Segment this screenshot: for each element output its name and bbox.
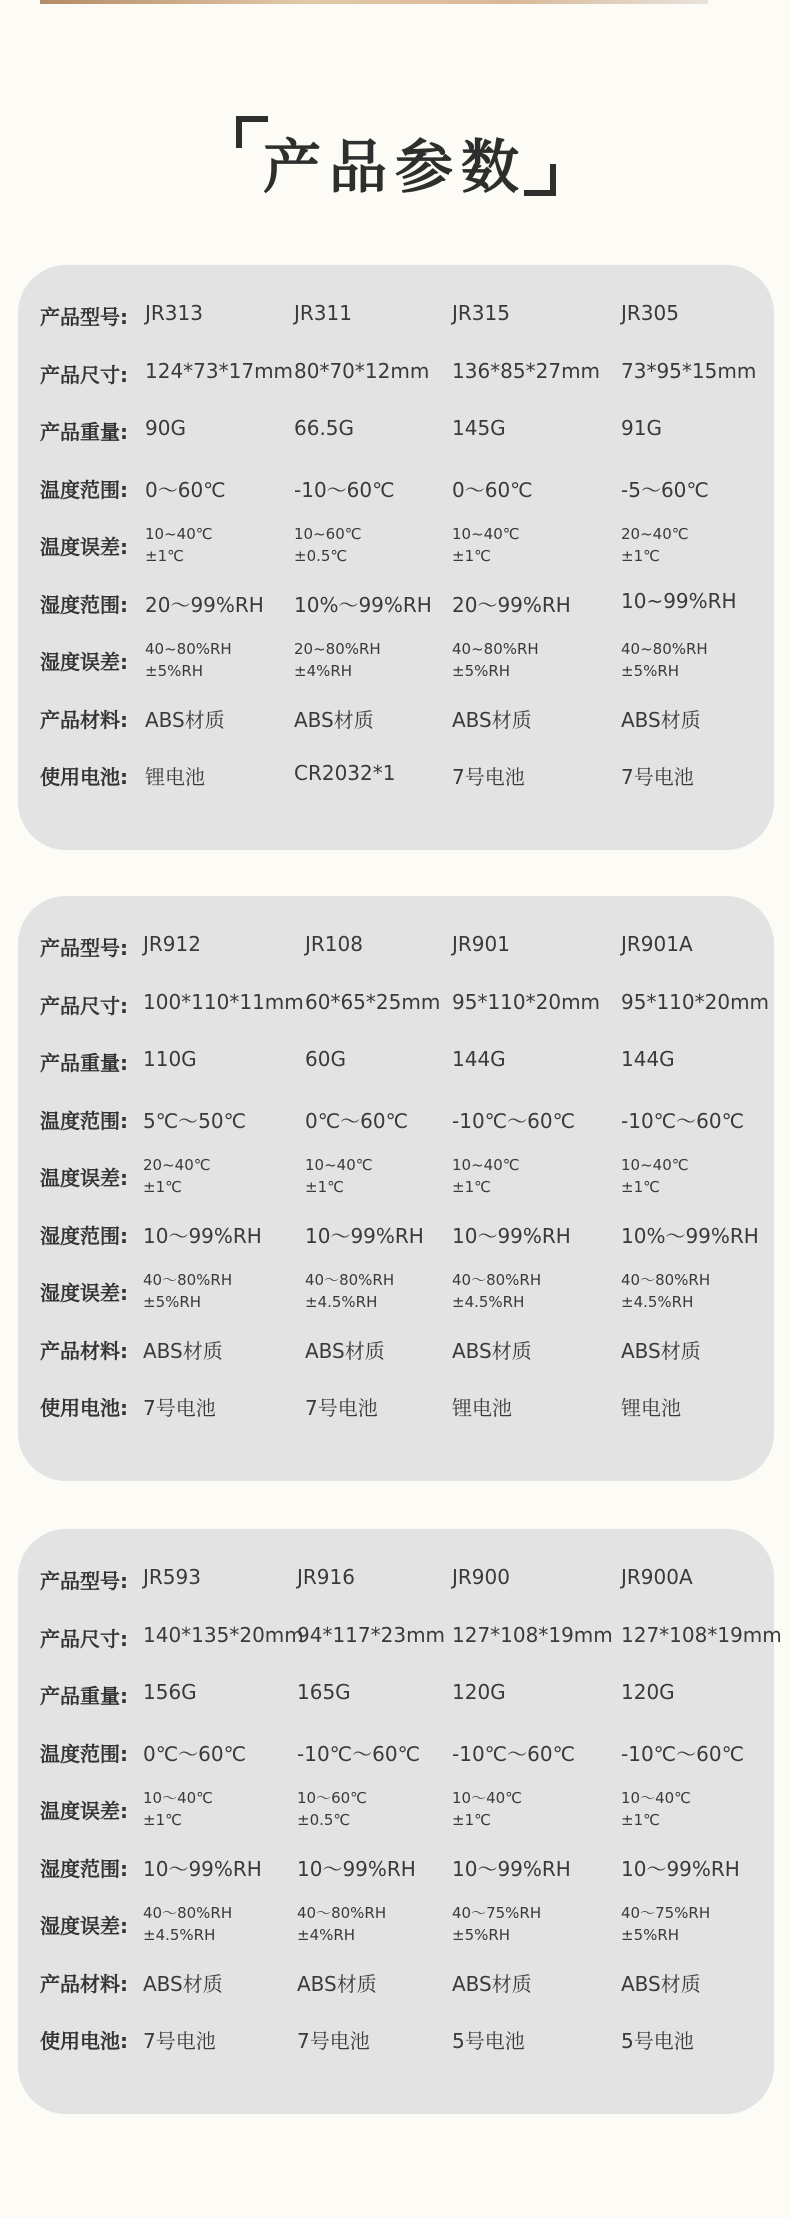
spec-label: 产品重量:: [40, 1051, 128, 1075]
spec-value: 7号电池: [143, 1396, 216, 1420]
spec-value: 10～40℃ ±1℃: [621, 1789, 692, 1829]
spec-value: ABS材质: [452, 1971, 532, 1996]
spec-value: 10%～99%RH: [621, 1223, 759, 1248]
spec-value: JR900: [452, 1565, 510, 1589]
spec-value: 124*73*17mm: [145, 358, 294, 383]
spec-value: 40～80%RH ±4.5%RH: [143, 1904, 233, 1944]
spec-value: 66.5G: [294, 416, 355, 440]
spec-row: [18, 1095, 774, 1135]
spec-label: 温度范围:: [40, 1741, 128, 1766]
spec-value: ABS材质: [452, 707, 532, 732]
spec-value: 7号电池: [305, 1396, 378, 1420]
spec-value: 60G: [305, 1047, 346, 1071]
spec-value: 7号电池: [297, 2029, 370, 2053]
spec-value: 10%～99%RH: [294, 592, 432, 617]
spec-label: 湿度范围:: [40, 592, 128, 617]
spec-label: 产品材料:: [40, 1971, 128, 1996]
spec-value: 0～60℃: [145, 477, 226, 502]
spec-value: 锂电池: [145, 765, 205, 789]
spec-label: 产品尺寸:: [40, 1626, 128, 1651]
spec-row: [18, 464, 774, 504]
spec-value: ABS材质: [297, 1971, 377, 1996]
spec-value: 锂电池: [452, 1396, 512, 1420]
spec-value: 136*85*27mm: [452, 358, 601, 383]
page-title: 产品参数: [262, 133, 527, 201]
spec-value: 40～80%RH ±4.5%RH: [305, 1271, 395, 1311]
spec-value: 10~99%RH: [621, 588, 737, 613]
spec-value: 144G: [621, 1047, 675, 1071]
spec-value: JR916: [297, 1565, 355, 1589]
spec-row: [18, 406, 774, 446]
spec-value: 10~40℃ ±1℃: [305, 1156, 373, 1196]
spec-value: 7号电池: [143, 2029, 216, 2053]
spec-value: 91G: [621, 416, 662, 440]
spec-value: 10~40℃ ±1℃: [452, 525, 520, 565]
spec-value: 锂电池: [621, 1396, 681, 1420]
spec-value: 20~80%RH ±4%RH: [294, 640, 381, 680]
spec-value: JR311: [294, 301, 352, 325]
spec-value: JR593: [143, 1565, 201, 1589]
spec-row: [18, 291, 774, 331]
section-header: [0, 108, 790, 201]
spec-value: 165G: [297, 1680, 351, 1704]
spec-value: 40~80%RH ±5%RH: [452, 640, 539, 680]
spec-card-1: [18, 265, 774, 850]
spec-value: 95*110*20mm: [621, 989, 770, 1014]
spec-row: [18, 1152, 774, 1196]
spec-value: 40~80%RH ±5%RH: [145, 640, 232, 680]
spec-row: [18, 1555, 774, 1595]
spec-value: JR900A: [621, 1565, 693, 1589]
spec-value: 20～99%RH: [145, 592, 264, 617]
spec-value: 127*108*19mm: [452, 1622, 613, 1647]
spec-label: 温度误差:: [40, 1799, 128, 1823]
spec-value: 10~40℃ ±1℃: [621, 1156, 689, 1196]
spec-value: 90G: [145, 416, 186, 440]
spec-value: ABS材质: [452, 1338, 532, 1363]
spec-value: ABS材质: [621, 707, 701, 732]
spec-value: JR901: [452, 932, 510, 956]
spec-value: 7号电池: [452, 765, 525, 789]
spec-value: JR305: [621, 301, 679, 325]
spec-label: 产品材料:: [40, 1338, 128, 1363]
spec-value: 40～80%RH ±4%RH: [297, 1904, 387, 1944]
spec-value: ABS材质: [143, 1338, 223, 1363]
spec-row: [18, 1958, 774, 1998]
spec-value: 100*110*11mm: [143, 989, 304, 1014]
spec-row: [18, 2015, 774, 2055]
spec-label: 湿度误差:: [40, 1281, 128, 1305]
spec-value: JR315: [452, 301, 510, 325]
spec-value: 156G: [143, 1680, 197, 1704]
spec-value: 0℃～60℃: [305, 1108, 409, 1133]
spec-value: 20~40℃ ±1℃: [621, 525, 689, 565]
spec-label: 产品重量:: [40, 1684, 128, 1708]
spec-row: [18, 980, 774, 1020]
spec-value: 7号电池: [621, 765, 694, 789]
spec-label: 湿度范围:: [40, 1856, 128, 1881]
spec-value: 10~40℃ ±1℃: [452, 1156, 520, 1196]
spec-value: 10～60℃ ±0.5℃: [297, 1789, 368, 1829]
spec-value: 73*95*15mm: [621, 358, 757, 383]
spec-value: 10~60℃ ±0.5℃: [294, 525, 362, 565]
spec-row: [18, 1900, 774, 1944]
spec-row: [18, 1728, 774, 1768]
spec-label: 产品型号:: [40, 1569, 128, 1593]
spec-value: ABS材质: [294, 707, 374, 732]
spec-row: [18, 922, 774, 962]
spec-value: 5℃～50℃: [143, 1108, 247, 1133]
spec-value: ABS材质: [143, 1971, 223, 1996]
spec-row: [18, 349, 774, 389]
spec-value: 20～99%RH: [452, 592, 571, 617]
spec-value: 10～99%RH: [143, 1223, 262, 1248]
spec-value: JR901A: [621, 932, 693, 956]
spec-value: 60*65*25mm: [305, 989, 441, 1014]
spec-label: 产品材料:: [40, 707, 128, 732]
spec-value: 10～40℃ ±1℃: [143, 1789, 214, 1829]
spec-value: -5～60℃: [621, 477, 709, 502]
spec-label: 产品重量:: [40, 420, 128, 444]
spec-value: -10℃～60℃: [452, 1108, 576, 1133]
spec-value: 120G: [621, 1680, 675, 1704]
spec-value: -10℃～60℃: [452, 1741, 576, 1766]
spec-value: ABS材质: [621, 1971, 701, 1996]
spec-value: 110G: [143, 1047, 197, 1071]
spec-row: [18, 751, 774, 791]
spec-label: 使用电池:: [40, 765, 128, 789]
spec-label: 温度范围:: [40, 477, 128, 502]
spec-value: 80*70*12mm: [294, 358, 430, 383]
spec-value: CR2032*1: [294, 761, 396, 785]
spec-row: [18, 636, 774, 680]
spec-label: 产品尺寸:: [40, 993, 128, 1018]
spec-row: [18, 694, 774, 734]
spec-value: 127*108*19mm: [621, 1622, 782, 1647]
spec-value: 10～99%RH: [452, 1856, 571, 1881]
spec-value: JR912: [143, 932, 201, 956]
spec-value: 40～75%RH ±5%RH: [452, 1904, 542, 1944]
spec-label: 产品型号:: [40, 305, 128, 329]
spec-label: 温度误差:: [40, 1166, 128, 1190]
spec-row: [18, 1267, 774, 1311]
spec-value: 10~40℃ ±1℃: [145, 525, 213, 565]
spec-row: [18, 1325, 774, 1365]
spec-row: [18, 1382, 774, 1422]
spec-value: 40~80%RH ±5%RH: [621, 640, 708, 680]
spec-value: 40～80%RH ±4.5%RH: [452, 1271, 542, 1311]
close-corner-bracket-icon: [524, 164, 556, 196]
spec-row: [18, 1037, 774, 1077]
spec-row: [18, 1613, 782, 1653]
spec-label: 产品尺寸:: [40, 362, 128, 387]
spec-value: 5号电池: [621, 2029, 694, 2053]
spec-value: -10℃～60℃: [621, 1108, 745, 1133]
spec-value: ABS材质: [145, 707, 225, 732]
spec-value: 120G: [452, 1680, 506, 1704]
top-image-strip: [40, 0, 708, 4]
spec-value: 10～99%RH: [621, 1856, 740, 1881]
spec-row: [18, 521, 774, 565]
spec-label: 温度范围:: [40, 1108, 128, 1133]
spec-card-2: [18, 896, 774, 1481]
spec-value: 40～75%RH ±5%RH: [621, 1904, 711, 1944]
spec-label: 温度误差:: [40, 535, 128, 559]
spec-value: 0℃～60℃: [143, 1741, 247, 1766]
spec-value: 10～99%RH: [143, 1856, 262, 1881]
spec-value: 145G: [452, 416, 506, 440]
spec-card-3: [18, 1529, 782, 2114]
spec-value: 144G: [452, 1047, 506, 1071]
spec-row: [18, 1843, 774, 1883]
spec-value: 5号电池: [452, 2029, 525, 2053]
spec-value: ABS材质: [305, 1338, 385, 1363]
spec-value: -10℃～60℃: [621, 1741, 745, 1766]
spec-value: 94*117*23mm: [297, 1622, 446, 1647]
spec-value: 40～80%RH ±4.5%RH: [621, 1271, 711, 1311]
spec-value: JR108: [305, 932, 363, 956]
spec-label: 湿度范围:: [40, 1223, 128, 1248]
spec-row: [18, 579, 774, 619]
spec-value: 10～99%RH: [305, 1223, 424, 1248]
spec-value: 10～40℃ ±1℃: [452, 1789, 523, 1829]
spec-value: ABS材质: [621, 1338, 701, 1363]
spec-value: 40～80%RH ±5%RH: [143, 1271, 233, 1311]
spec-value: -10～60℃: [294, 477, 395, 502]
spec-value: 0～60℃: [452, 477, 533, 502]
spec-value: 10～99%RH: [297, 1856, 416, 1881]
spec-row: [18, 1210, 774, 1250]
spec-label: 湿度误差:: [40, 1914, 128, 1938]
spec-value: 20~40℃ ±1℃: [143, 1156, 211, 1196]
spec-row: [18, 1670, 774, 1710]
spec-label: 使用电池:: [40, 1396, 128, 1420]
spec-label: 湿度误差:: [40, 650, 128, 674]
spec-value: JR313: [145, 301, 203, 325]
spec-label: 产品型号:: [40, 936, 128, 960]
spec-row: [18, 1785, 774, 1829]
spec-value: 95*110*20mm: [452, 989, 601, 1014]
spec-value: -10℃～60℃: [297, 1741, 421, 1766]
spec-value: 10～99%RH: [452, 1223, 571, 1248]
spec-label: 使用电池:: [40, 2029, 128, 2053]
spec-value: 140*135*20mm: [143, 1622, 304, 1647]
